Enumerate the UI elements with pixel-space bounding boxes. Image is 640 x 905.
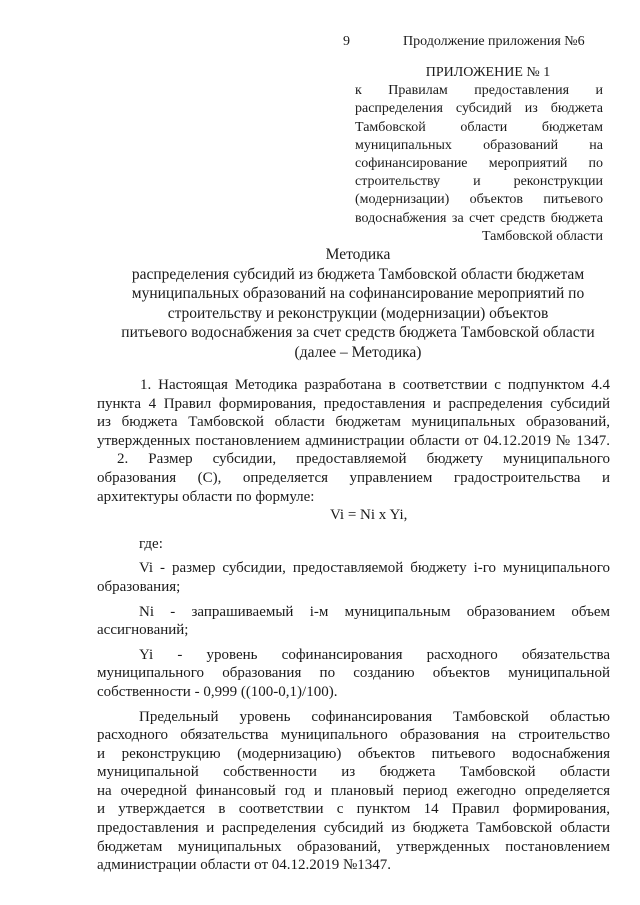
definition-vi [97, 559, 610, 596]
text-line: предоставления и распределения субсидий из бюджета Тамбовской области [97, 820, 610, 837]
text-line: 2. Размер субсидии, предоставляемой бюджету муниципального [117, 451, 610, 468]
methodology-title-line: питьевого водоснабжения за счет средств бюджета Тамбовской области [121, 324, 595, 342]
paragraph-1 [97, 376, 610, 450]
text-line: муниципальной собственности из бюджета Тамбовской области [97, 764, 610, 781]
paragraph-2 [97, 450, 610, 506]
annex-line: водоснабжения за счет средств бюджета [355, 210, 603, 226]
text-line: Предельный уровень софинансирования Тамбовской областью [139, 708, 610, 725]
annex-line: к Правилам предоставления и [355, 83, 603, 99]
definition-yi [97, 646, 610, 702]
methodology-title [98, 245, 618, 363]
text-line: и реконструкцию (модернизацию) объектов питьевого водоснабжения [97, 745, 610, 762]
continuation-header: Продолжение приложения №6 [403, 34, 585, 49]
methodology-heading: Методика [325, 246, 391, 263]
text-line: администрации области от 04.12.2019 №1347. [97, 857, 392, 874]
text-line: бюджетам муниципальных образований, утвержденных постановлением [97, 838, 610, 855]
text-line: расходного обязательства муниципального образования на строительство [97, 727, 610, 744]
annex-block [355, 64, 603, 246]
annex-line: муниципальных образований на [355, 137, 603, 153]
methodology-title-line: распределения субсидий из бюджета Тамбовской области бюджетам [131, 265, 585, 283]
page-number: 9 [343, 34, 350, 49]
text-line: Ni - запрашиваемый i-м муниципальным образованием объем [139, 603, 610, 620]
paragraph-3 [97, 708, 610, 875]
text-line: пункта 4 Правил формирования, предоставления и распределения субсидий [97, 395, 610, 412]
annex-line: Тамбовской области бюджетам [355, 119, 603, 135]
annex-title: ПРИЛОЖЕНИЕ № 1 [425, 65, 551, 80]
text-line: Vi - размер субсидии, предоставляемой бюджету i-го муниципального [139, 560, 610, 577]
methodology-title-line: (далее – Методика) [294, 343, 422, 361]
text-line: образования; [97, 578, 181, 595]
definition-ni [97, 603, 610, 640]
annex-line: распределения субсидий из бюджета [355, 101, 603, 117]
text-line: ассигнований; [97, 622, 189, 639]
methodology-title-line: муниципальных образований на софинансирование мероприятий по [131, 285, 585, 303]
text-line: из бюджета Тамбовской области бюджетам муниципальных образований, [97, 414, 610, 431]
annex-line: софинансирование мероприятий по [355, 156, 603, 172]
annex-line: Тамбовской области [481, 228, 603, 244]
text-line: образования (С), определяется управлением градостроительства и [97, 469, 610, 486]
formula: Vi = Ni x Yi, [330, 507, 408, 524]
annex-line: строительству и реконструкции [355, 174, 603, 190]
text-line: на очередной финансовый год и плановый период ежегодно определяется [97, 782, 610, 799]
text-line: и утверждается в соответствии с пунктом 14 Правил формирования, [97, 801, 610, 818]
annex-line: (модернизации) объектов питьевого [355, 192, 603, 208]
where-label: где: [139, 535, 163, 552]
text-line: утвержденных постановлением администрации области от 04.12.2019 № 1347. [97, 432, 610, 449]
document-body [97, 376, 610, 875]
methodology-title-line: строительству и реконструкции (модернизации) объектов [167, 304, 549, 322]
text-line: собственности - 0,999 ((100-0,1)/100). [97, 683, 338, 700]
text-line: муниципального образования по созданию объектов муниципальной [97, 665, 610, 682]
text-line: архитектуры области по формуле: [97, 488, 315, 505]
text-line: 1. Настоящая Методика разработана в соответствии с подпунктом 4.4 [140, 377, 610, 393]
text-line: Yi - уровень софинансирования расходного обязательства [139, 646, 610, 663]
